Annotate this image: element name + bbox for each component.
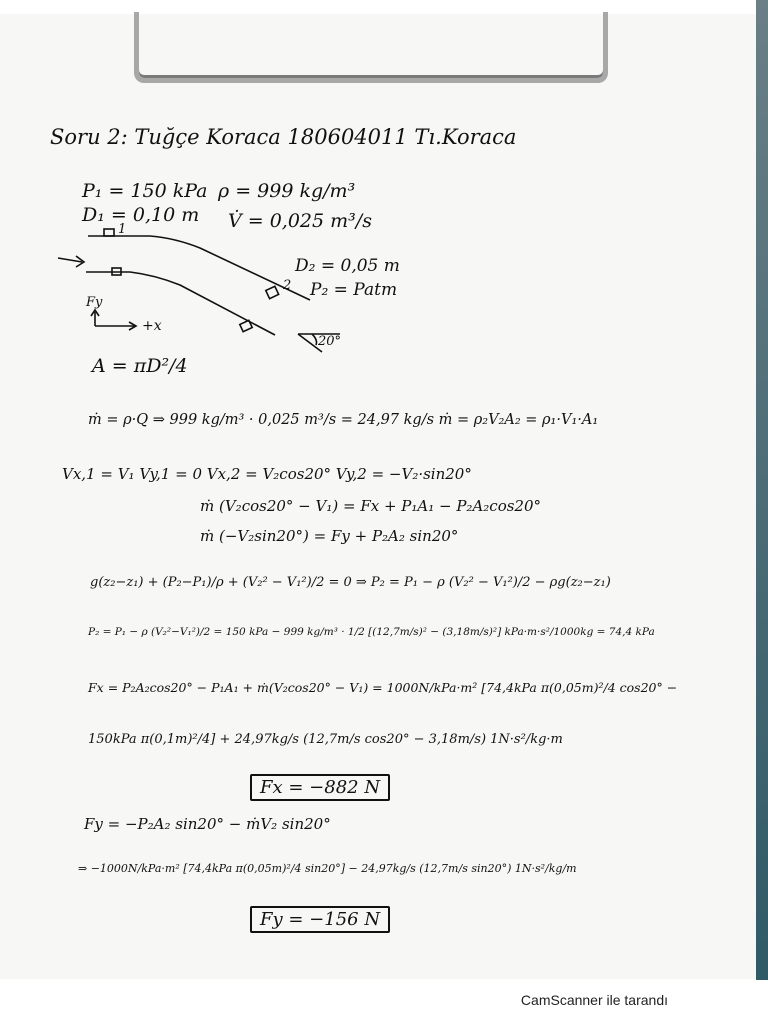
fx-equation-continued: 150kPa π(0,1m)²/4] + 24,97kg/s (12,7m/s cos20° − 3,18m/s) 1N·s²/kg·m (88, 732, 563, 747)
given-d1: D₁ = 0,10 m (82, 204, 200, 226)
page-title: Soru 2: Tuğçe Koraca 180604011 Tı.Koraca (50, 125, 517, 149)
scanner-watermark: CamScanner ile tarandı (520, 992, 668, 1008)
angle-label: 20° (318, 334, 342, 349)
fy-axis-label: Fy (86, 295, 103, 310)
momentum-y-equation: ṁ (−V₂sin20°) = Fy + P₂A₂ sin20° (200, 527, 459, 545)
fx-axis-label: +x (142, 318, 162, 334)
bernoulli-equation: g(z₂−z₁) + (P₂−P₁)/ρ + (V₂² − V₁²)/2 = 0 ⇒ P₂ = P₁ − ρ (V₂² − V₁²)/2 − ρg(z₂−z₁) (90, 575, 611, 590)
mass-flow-equation: ṁ = ρ·Q ⇒ 999 kg/m³ · 0,025 m³/s = 24,97 kg/s ṁ = ρ₂V₂A₂ = ρ₁·V₁·A₁ (88, 412, 599, 428)
fx-result: Fx = −882 N (250, 774, 390, 801)
given-density: ρ = 999 kg/m³ (218, 180, 356, 202)
station-2-label: 2 (283, 278, 292, 293)
p2-calculation: P₂ = P₁ − ρ (V₂²−V₁²)/2 = 150 kPa − 999 kg/m³ · 1/2 [(12,7m/s)² − (3,18m/s)²] kPa·m·s²/1000kg = 74,4 kPa (88, 626, 655, 638)
given-p2: P₂ = Patm (310, 280, 398, 300)
given-flowrate: V̇ = 0,025 m³/s (228, 210, 372, 232)
fy-equation: Fy = −P₂A₂ sin20° − ṁV₂ sin20° (84, 815, 331, 833)
area-formula: A = πD²/4 (92, 355, 188, 377)
fy-calculation: ⇒ −1000N/kPa·m² [74,4kPa π(0,05m)²/4 sin20°] − 24,97kg/s (12,7m/s sin20°) 1N·s²/kg/m (78, 862, 577, 875)
station-1-label: 1 (118, 222, 127, 237)
momentum-x-equation: ṁ (V₂cos20° − V₁) = Fx + P₁A₁ − P₂A₂cos20° (200, 497, 542, 515)
given-p1: P₁ = 150 kPa (82, 180, 208, 202)
fx-equation: Fx = P₂A₂cos20° − P₁A₁ + ṁ(V₂cos20° − V₁) = 1000N/kPa·m² [74,4kPa π(0,05m)²/4 cos20° − (88, 680, 678, 695)
fy-result: Fy = −156 N (250, 906, 390, 933)
velocity-components: Vx,1 = V₁ Vy,1 = 0 Vx,2 = V₂cos20° Vy,2 = −V₂·sin20° (62, 465, 472, 483)
given-d2: D₂ = 0,05 m (295, 256, 400, 276)
